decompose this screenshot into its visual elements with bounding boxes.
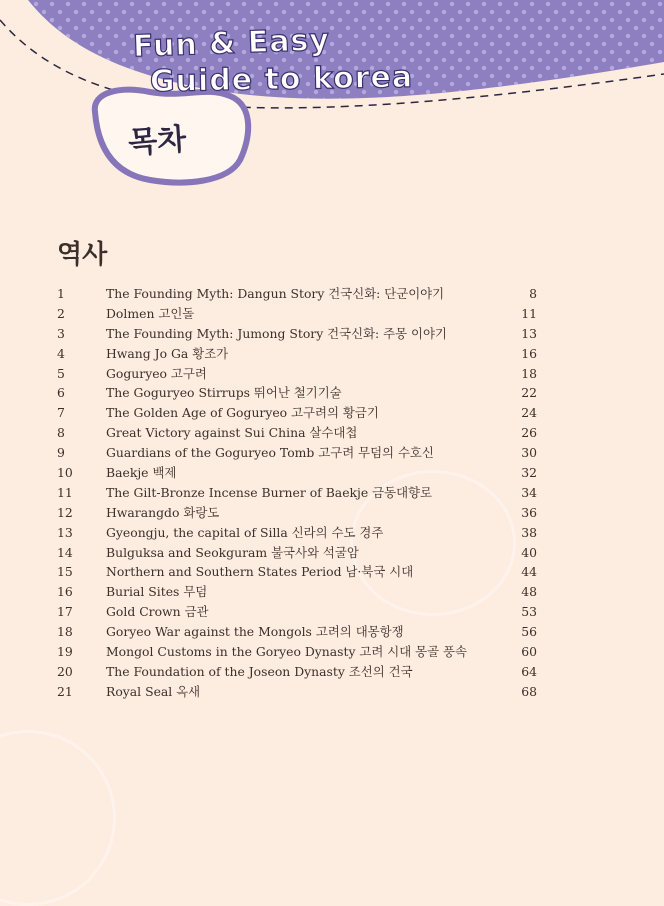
toc-entry-number: 5 [57, 365, 65, 381]
toc-entry[interactable] [57, 443, 537, 463]
toc-entry-title: Northern and Southern States Period 남·북국 시대 [106, 564, 414, 580]
toc-entry-page: 60 [521, 644, 537, 660]
toc-entry[interactable] [57, 503, 537, 523]
toc-entry[interactable] [57, 324, 537, 344]
toc-entry-page: 38 [521, 524, 537, 540]
toc-entry-title: The Foundation of the Joseon Dynasty 조선의 건국 [106, 663, 413, 679]
toc-entry[interactable] [57, 364, 537, 384]
toc-entry[interactable] [57, 423, 537, 443]
toc-entry-title: The Founding Myth: Jumong Story 건국신화: 주몽 이야기 [106, 325, 447, 341]
toc-entry-title: Hwang Jo Ga 황조가 [106, 345, 229, 361]
decorative-circle [0, 730, 116, 906]
toc-entry-title: Burial Sites 무덤 [106, 584, 208, 600]
section-heading: 역사 [57, 240, 108, 270]
toc-entry[interactable] [57, 483, 537, 503]
toc-entry-page: 18 [521, 365, 537, 381]
toc-entry[interactable] [57, 304, 537, 324]
toc-entry-title: Guardians of the Goguryeo Tomb 고구려 무덤의 수호신 [106, 445, 434, 461]
toc-entry-number: 21 [57, 683, 73, 699]
toc-entry-number: 13 [57, 524, 73, 540]
toc-entry-page: 34 [521, 484, 537, 500]
toc-entry-number: 7 [57, 405, 65, 421]
toc-entry-title: Gold Crown 금관 [106, 604, 209, 620]
toc-entry-number: 8 [57, 425, 65, 441]
toc-entry-number: 18 [57, 624, 73, 640]
toc-entry[interactable] [57, 383, 537, 403]
toc-entry-number: 10 [57, 465, 73, 481]
toc-entry-number: 3 [57, 325, 65, 341]
toc-entry[interactable] [57, 543, 537, 563]
toc-entry-page: 32 [521, 465, 537, 481]
toc-entry-title: Goguryeo 고구려 [106, 365, 207, 381]
toc-entry-page: 48 [521, 584, 537, 600]
toc-entry[interactable] [57, 622, 537, 642]
toc-entry-page: 36 [521, 504, 537, 520]
toc-entry-page: 30 [521, 445, 537, 461]
toc-entry-number: 12 [57, 504, 73, 520]
toc-badge-label: 목차 [127, 122, 188, 161]
toc-entry[interactable] [57, 662, 537, 682]
toc-entry[interactable] [57, 682, 537, 702]
toc-entry-page: 53 [521, 604, 537, 620]
toc-entry-number: 20 [57, 663, 73, 679]
toc-entry-number: 9 [57, 445, 65, 461]
toc-entry-number: 14 [57, 544, 73, 560]
toc-entry[interactable] [57, 463, 537, 483]
toc-entry-page: 64 [521, 663, 537, 679]
toc-entry-title: The Golden Age of Goguryeo 고구려의 황금기 [106, 405, 379, 421]
toc-entry[interactable] [57, 582, 537, 602]
toc-entry[interactable] [57, 523, 537, 543]
toc-entry[interactable] [57, 284, 537, 304]
toc-entry-number: 17 [57, 604, 73, 620]
toc-entry-number: 16 [57, 584, 73, 600]
toc-entry-page: 56 [521, 624, 537, 640]
toc-entry[interactable] [57, 642, 537, 662]
toc-entry-page: 44 [521, 564, 537, 580]
toc-entry-page: 26 [521, 425, 537, 441]
guide-title-line-2: Guide to korea [149, 59, 414, 100]
toc-entry-title: The Goguryeo Stirrups 뛰어난 철기기술 [106, 385, 342, 401]
toc-entry-title: Great Victory against Sui China 살수대첩 [106, 425, 358, 441]
toc-entry-number: 4 [57, 345, 65, 361]
toc-entry-title: Gyeongju, the capital of Silla 신라의 수도 경주 [106, 524, 384, 540]
guide-title-line-1: Fun & Easy [132, 22, 331, 65]
toc-entry[interactable] [57, 602, 537, 622]
toc-entry-number: 2 [57, 305, 65, 321]
toc-entry-number: 1 [57, 286, 65, 301]
toc-entry-number: 15 [57, 564, 73, 580]
toc-entry-page: 16 [521, 345, 537, 361]
toc-entry-title: Baekje 백제 [106, 465, 177, 481]
toc-entry-title: Mongol Customs in the Goryeo Dynasty 고려 시대 몽골 풍속 [106, 644, 467, 660]
toc-list [57, 284, 537, 702]
toc-entry[interactable] [57, 403, 537, 423]
toc-entry-page: 22 [521, 385, 537, 401]
toc-entry-number: 11 [57, 484, 73, 500]
toc-entry-title: Bulguksa and Seokguram 불국사와 석굴암 [106, 544, 359, 560]
toc-entry[interactable] [57, 562, 537, 582]
toc-entry-page: 24 [521, 405, 537, 421]
toc-entry-page: 68 [521, 683, 537, 699]
toc-entry-title: The Gilt-Bronze Incense Burner of Baekje 금동대향로 [106, 484, 432, 500]
toc-entry-page: 13 [521, 325, 537, 341]
toc-entry-title: Dolmen 고인돌 [106, 305, 195, 321]
toc-entry-title: Hwarangdo 화랑도 [106, 504, 220, 520]
toc-entry-page: 40 [521, 544, 537, 560]
toc-entry-title: Royal Seal 옥새 [106, 683, 201, 699]
toc-entry-title: Goryeo War against the Mongols 고려의 대몽항쟁 [106, 624, 404, 640]
toc-entry-title: The Founding Myth: Dangun Story 건국신화: 단군이야기 [106, 286, 445, 301]
toc-entry-page: 8 [529, 286, 537, 301]
header-decoration [0, 0, 664, 200]
toc-entry-number: 6 [57, 385, 65, 401]
toc-entry-page: 11 [521, 305, 537, 321]
toc-entry-number: 19 [57, 644, 73, 660]
toc-entry[interactable] [57, 344, 537, 364]
